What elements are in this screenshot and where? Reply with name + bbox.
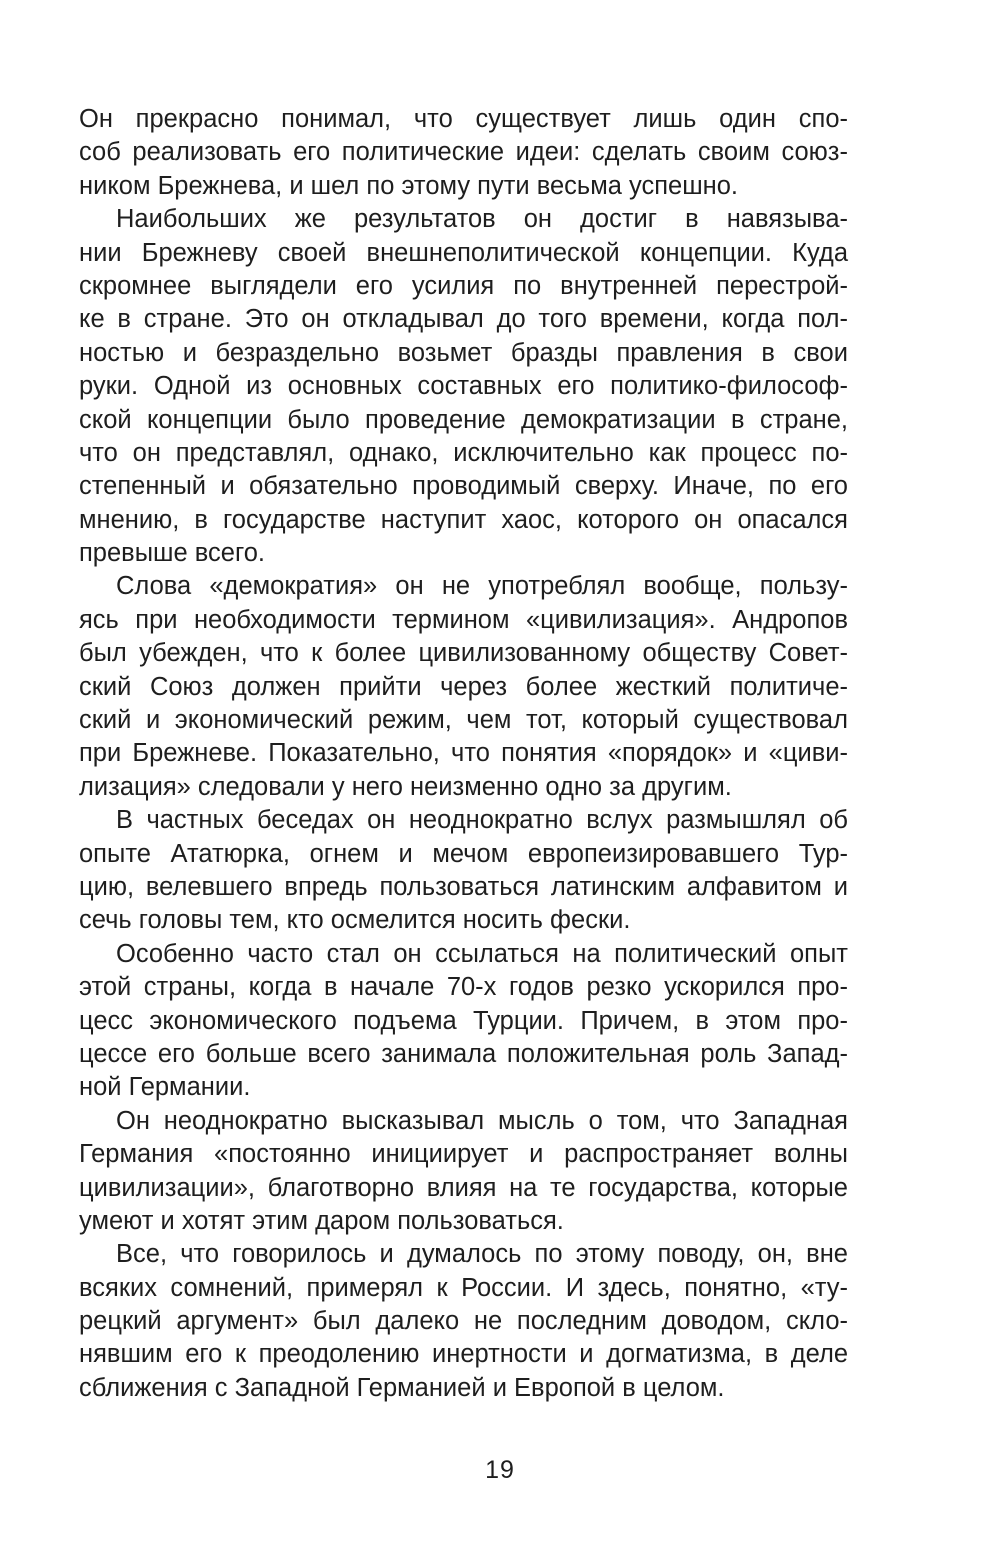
text-line: сечь головы тем, кто осмелится носить фески.: [79, 906, 631, 935]
text-line: что он представлял, однако, исключительно как процесс по-: [79, 438, 848, 467]
text-line: степенный и обязательно проводимый сверху. Иначе, по его: [79, 472, 848, 501]
text-line: превыше всего.: [79, 539, 265, 568]
text-line: соб реализовать его политические идеи: сделать своим союз-: [79, 138, 848, 167]
paragraph-2: [79, 203, 848, 570]
text-line: Он прекрасно понимал, что существует лишь один спо-: [79, 105, 848, 133]
paragraph-3: [79, 570, 848, 804]
text-line: лизация» следовали у него неизменно одно за другим.: [79, 772, 732, 801]
text-line: ский и экономический режим, чем тот, который существовал: [79, 706, 848, 735]
text-line: ке в стране. Это он откладывал до того времени, когда пол-: [79, 305, 848, 334]
text-line: сближения с Западной Германией и Европой в целом.: [79, 1373, 725, 1402]
paragraph-1: [79, 103, 848, 203]
text-line: Германия «постоянно инициирует и распространяет волны: [79, 1140, 848, 1169]
text-line: нявшим его к преодолению инертности и догматизма, в деле: [79, 1340, 848, 1369]
text-line: скромнее выглядели его усилия по внутренней перестрой-: [79, 271, 848, 300]
paragraph-4: [79, 804, 848, 938]
text-line: Особенно часто стал он ссылаться на политический опыт: [116, 939, 848, 968]
text-line: ясь при необходимости термином «цивилизация». Андропов: [79, 605, 848, 634]
text-line: всяких сомнений, примерял к России. И здесь, понятно, «ту-: [79, 1273, 848, 1302]
paragraph-5: [79, 938, 848, 1105]
paragraph-7: [79, 1238, 848, 1405]
text-line: нии Брежневу своей внешнеполитической концепции. Куда: [79, 238, 848, 267]
text-line: этой страны, когда в начале 70-х годов резко ускорился про-: [79, 973, 848, 1002]
text-line: ский Союз должен прийти через более жесткий политиче-: [79, 672, 848, 701]
text-line: ской концепции было проведение демократизации в стране,: [79, 405, 848, 434]
text-line: при Брежневе. Показательно, что понятия «порядок» и «циви-: [79, 739, 848, 768]
text-line: В частных беседах он неоднократно вслух размышлял об: [116, 806, 848, 835]
text-line: был убежден, что к более цивилизованному обществу Совет-: [79, 639, 848, 668]
page-body: [79, 103, 848, 1405]
text-line: умеют и хотят этим даром пользоваться.: [79, 1206, 564, 1235]
text-line: руки. Одной из основных составных его политико-философ-: [79, 372, 848, 401]
text-line: ником Брежнева, и шел по этому пути весьма успешно.: [79, 171, 739, 200]
text-line: Слова «демократия» он не употреблял вообще, пользу-: [116, 572, 848, 601]
text-line: цессе его больше всего занимала положительная роль Запад-: [79, 1039, 848, 1068]
text-line: ностью и безраздельно возьмет бразды правления в свои: [79, 338, 848, 367]
text-line: опыте Ататюрка, огнем и мечом европеизировавшего Тур-: [79, 839, 848, 868]
text-line: мнению, в государстве наступит хаос, которого он опасался: [79, 505, 848, 534]
text-line: Все, что говорилось и думалось по этому поводу, он, вне: [116, 1240, 848, 1269]
paragraph-6: [79, 1105, 848, 1239]
text-line: цию, велевшего впредь пользоваться латинским алфавитом и: [79, 872, 848, 901]
text-line: цесс экономического подъема Турции. Причем, в этом про-: [79, 1006, 848, 1035]
text-line: Наибольших же результатов он достиг в навязыва-: [116, 205, 848, 234]
text-line: цивилизации», благотворно влияя на те государства, которые: [79, 1173, 848, 1202]
page-number: 19: [485, 1456, 515, 1484]
text-line: рецкий аргумент» был далеко не последним доводом, скло-: [79, 1307, 848, 1336]
text-line: Он неоднократно высказывал мысль о том, что Западная: [116, 1106, 848, 1135]
text-line: ной Германии.: [79, 1073, 251, 1102]
